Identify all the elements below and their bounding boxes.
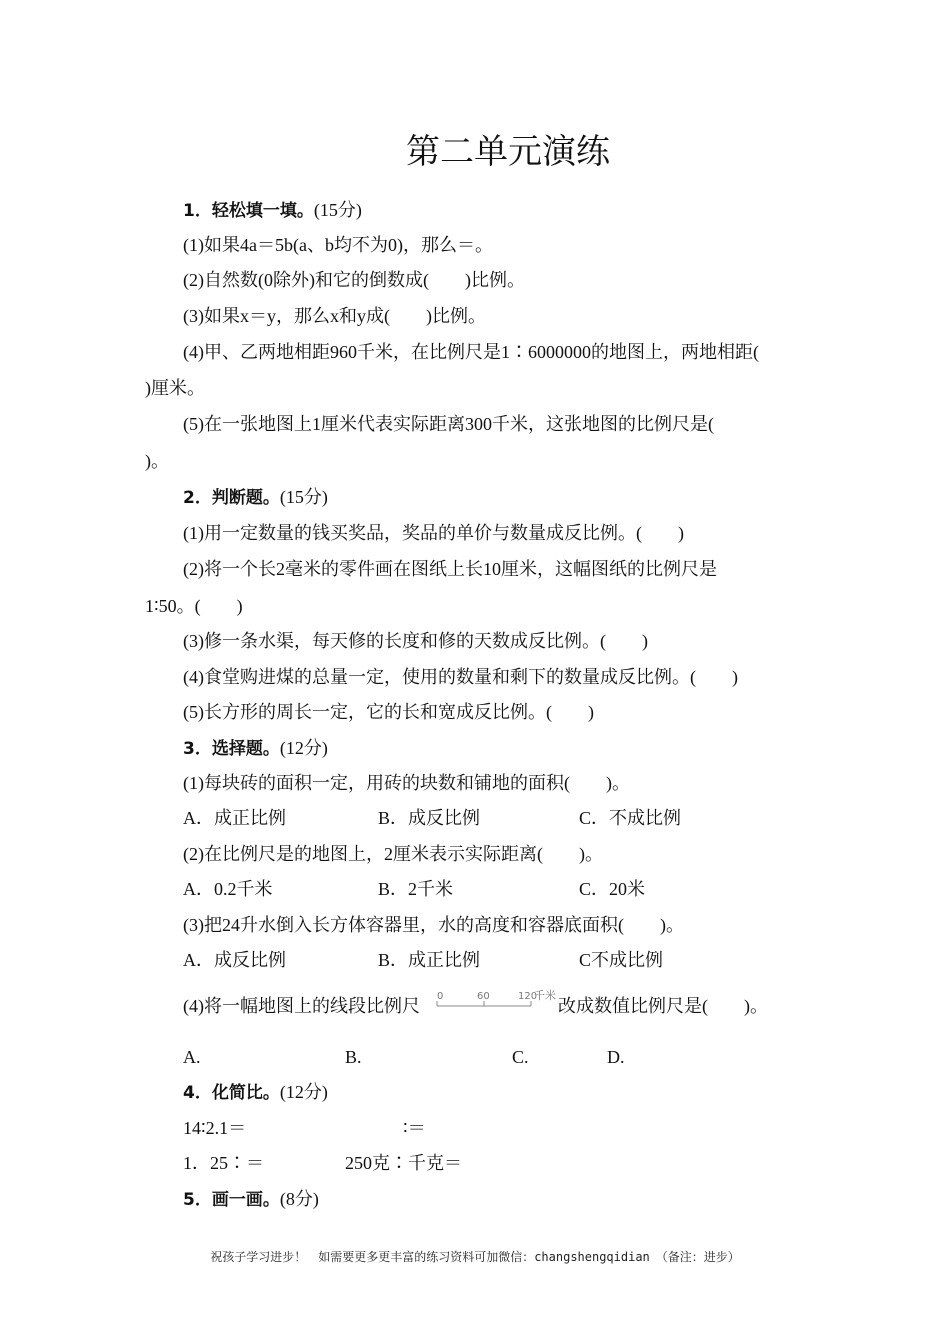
section-4-heading bbox=[183, 1080, 328, 1105]
s2-question-1: (1)用一定数量的钱买奖品，奖品的单价与数量成反比例。( ) bbox=[183, 523, 684, 543]
s3-q4-option-b: B. bbox=[345, 1047, 362, 1067]
section-1-score: (15分) bbox=[313, 200, 362, 220]
s3-q2-option-b: B．2千米 bbox=[378, 879, 454, 899]
line-scale-figure bbox=[433, 988, 557, 1014]
s1-question-3: (3)如果x＝y，那么x和y成( )比例。 bbox=[183, 306, 486, 326]
scale-label-unit: 千米 bbox=[534, 989, 556, 1002]
section-2-score: (15分) bbox=[279, 487, 328, 507]
s2-question-5: (5)长方形的周长一定，它的长和宽成反比例。( ) bbox=[183, 702, 594, 722]
s3-q1-option-c: C．不成比例 bbox=[579, 808, 682, 828]
s2-question-3: (3)修一条水渠，每天修的长度和修的天数成反比例。( ) bbox=[183, 631, 648, 651]
s3-q1-option-b: B．成反比例 bbox=[378, 808, 481, 828]
section-5-heading bbox=[183, 1187, 319, 1212]
scale-label-120: 120 bbox=[518, 991, 538, 1002]
s1-question-4: (4)甲、乙两地相距960千米，在比例尺是1∶6000000的地图上，两地相距( bbox=[183, 342, 759, 362]
section-4-score: (12分) bbox=[279, 1082, 328, 1102]
s3-question-4-after: 改成数值比例尺是( )。 bbox=[558, 996, 768, 1016]
s2-question-2: (2)将一个长2毫米的零件画在图纸上长10厘米，这幅图纸的比例尺是 bbox=[183, 559, 717, 579]
page-title: 第二单元演练 bbox=[406, 132, 610, 172]
s4-ratio-2: ∶＝ bbox=[403, 1118, 426, 1138]
s3-q2-option-a: A．0.2千米 bbox=[183, 879, 273, 899]
s3-q4-option-a: A. bbox=[183, 1047, 201, 1067]
s1-question-2: (2)自然数(0除外)和它的倒数成( )比例。 bbox=[183, 270, 525, 290]
section-3-score: (12分) bbox=[279, 738, 328, 758]
s4-ratio-3: 1．25∶＝ bbox=[183, 1153, 264, 1173]
page-footer: 祝孩子学习进步！ 如需要更多更丰富的练习资料可加微信：changshengqidian （备注：进步） bbox=[210, 1250, 740, 1264]
s1-question-5-cont: )。 bbox=[145, 451, 169, 471]
s3-question-2: (2)在比例尺是的地图上，2厘米表示实际距离( )。 bbox=[183, 844, 603, 864]
section-3-heading bbox=[183, 736, 328, 761]
section-1-heading bbox=[183, 198, 362, 223]
section-2-heading bbox=[183, 485, 328, 510]
s3-q4-option-c: C. bbox=[512, 1047, 529, 1067]
s1-question-4-cont: )厘米。 bbox=[145, 378, 205, 398]
s1-question-5: (5)在一张地图上1厘米代表实际距离300千米，这张地图的比例尺是( bbox=[183, 414, 714, 434]
s4-ratio-1: 14∶2.1＝ bbox=[183, 1118, 247, 1138]
s3-q3-option-a: A．成反比例 bbox=[183, 950, 286, 970]
s3-question-3: (3)把24升水倒入长方体容器里，水的高度和容器底面积( )。 bbox=[183, 915, 684, 935]
s4-ratio-4: 250克∶千克＝ bbox=[345, 1153, 462, 1173]
section-1-title: 1．轻松填一填。 bbox=[183, 201, 314, 221]
s3-q4-option-d: D. bbox=[607, 1047, 625, 1067]
section-3-title: 3．选择题。 bbox=[183, 739, 280, 759]
s3-q2-option-c: C．20米 bbox=[579, 879, 646, 899]
s3-q1-option-a: A．成正比例 bbox=[183, 808, 286, 828]
s3-question-4-before: (4)将一幅地图上的线段比例尺 bbox=[183, 996, 420, 1016]
s1-question-1: (1)如果4a＝5b(a、b均不为0)，那么＝。 bbox=[183, 235, 493, 255]
scale-label-0: 0 bbox=[437, 991, 444, 1002]
s2-question-4: (4)食堂购进煤的总量一定，使用的数量和剩下的数量成反比例。( ) bbox=[183, 667, 738, 687]
scale-label-60: 60 bbox=[477, 991, 490, 1002]
s2-question-2-cont: 1∶50。( ) bbox=[145, 596, 243, 616]
section-4-title: 4．化简比。 bbox=[183, 1083, 280, 1103]
section-5-score: (8分) bbox=[279, 1189, 319, 1209]
s3-question-1: (1)每块砖的面积一定，用砖的块数和铺地的面积( )。 bbox=[183, 773, 630, 793]
s3-q3-option-c: C不成比例 bbox=[579, 950, 664, 970]
section-5-title: 5．画一画。 bbox=[183, 1190, 280, 1210]
s3-q3-option-b: B．成正比例 bbox=[378, 950, 481, 970]
section-2-title: 2．判断题。 bbox=[183, 488, 280, 508]
